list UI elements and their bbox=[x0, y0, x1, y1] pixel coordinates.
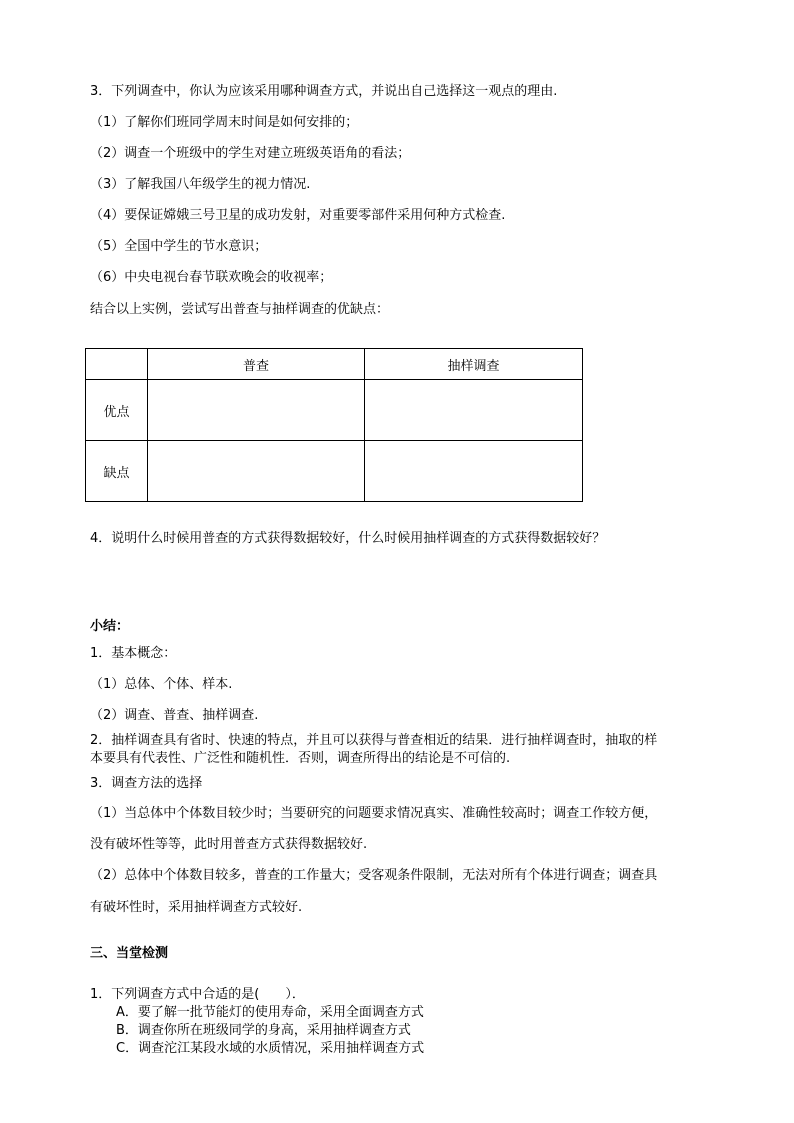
question-3-item-6: （6）中央电视台春节联欢晚会的收视率； bbox=[90, 270, 333, 285]
table-header-sampling: 抽样调查 bbox=[365, 349, 583, 380]
question-3-prompt: 结合以上实例，尝试写出普查与抽样调查的优缺点： bbox=[90, 302, 390, 317]
table-header-census: 普查 bbox=[148, 349, 365, 380]
census-advantages-cell bbox=[148, 380, 365, 441]
summary-title: 小结： bbox=[90, 619, 130, 634]
summary-point-1b: （2）调查、普查、抽样调查. bbox=[90, 708, 259, 723]
test-question-1-option-b: B．调查你所在班级同学的身高，采用抽样调查方式 bbox=[116, 1023, 411, 1038]
census-disadvantages-cell bbox=[148, 441, 365, 502]
summary-point-3b-line-2: 有破坏性时，采用抽样调查方式较好. bbox=[90, 900, 303, 915]
summary-point-1: 1．基本概念： bbox=[90, 646, 177, 661]
comparison-table bbox=[85, 348, 583, 502]
summary-point-3: 3．调查方法的选择 bbox=[90, 776, 203, 791]
summary-point-3b-line-1: （2）总体中个体数目较多，普查的工作量大；受客观条件限制，无法对所有个体进行调查；调查具 bbox=[90, 868, 658, 883]
summary-point-3a-line-2: 没有破坏性等等，此时用普查方式获得数据较好. bbox=[90, 837, 368, 852]
question-3-item-3: （3）了解我国八年级学生的视力情况. bbox=[90, 177, 311, 192]
table-row-advantages-label: 优点 bbox=[86, 380, 148, 441]
sampling-advantages-cell bbox=[365, 380, 583, 441]
summary-point-2-line-1: 2．抽样调查具有省时、快速的特点，并且可以获得与普查相近的结果．进行抽样调查时，抽取的样 bbox=[90, 733, 658, 748]
section-3-title: 三、当堂检测 bbox=[90, 946, 169, 961]
question-3-item-1: （1）了解你们班同学周末时间是如何安排的； bbox=[90, 115, 359, 130]
table-header-blank bbox=[86, 349, 148, 380]
question-3-stem: 3．下列调查中，你认为应该采用哪种调查方式，并说出自己选择这一观点的理由. bbox=[90, 84, 558, 99]
summary-point-1a: （1）总体、个体、样本. bbox=[90, 677, 233, 692]
table-row-disadvantages-label: 缺点 bbox=[86, 441, 148, 502]
question-4: 4．说明什么时候用普查的方式获得数据较好，什么时候用抽样调查的方式获得数据较好？ bbox=[90, 531, 606, 546]
question-3-item-4: （4）要保证嫦娥三号卫星的成功发射，对重要零部件采用何种方式检查. bbox=[90, 208, 506, 223]
sampling-disadvantages-cell bbox=[365, 441, 583, 502]
test-question-1-option-a: A．要了解一批节能灯的使用寿命，采用全面调查方式 bbox=[116, 1005, 424, 1020]
question-3-item-2: （2）调查一个班级中的学生对建立班级英语角的看法； bbox=[90, 146, 411, 161]
test-question-1: 1．下列调查方式中合适的是( ）． bbox=[90, 987, 305, 1002]
question-3-item-5: （5）全国中学生的节水意识； bbox=[90, 239, 268, 254]
summary-point-2-line-2: 本要具有代表性、广泛性和随机性．否则，调查所得出的结论是不可信的. bbox=[90, 751, 511, 766]
summary-point-3a-line-1: （1）当总体中个体数目较少时；当要研究的问题要求情况真实、准确性较高时；调查工作较方便， bbox=[90, 806, 658, 821]
test-question-1-option-c: C．调查沱江某段水域的水质情况，采用抽样调查方式 bbox=[116, 1041, 425, 1056]
